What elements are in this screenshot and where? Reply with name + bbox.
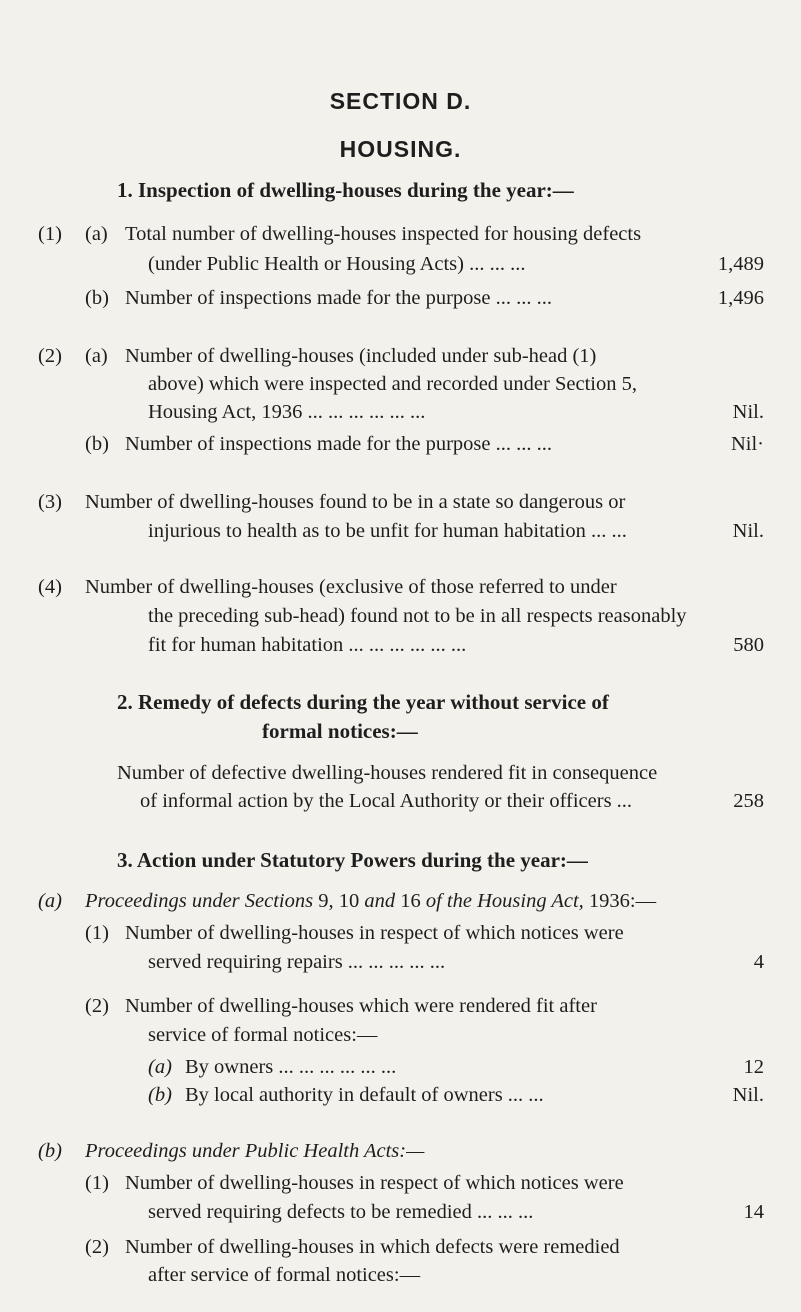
item-2a-value: Nil. [732, 401, 764, 423]
item-2b-value: Nil· [730, 433, 764, 455]
subsection-a-item-1-text-2: served requiring repairs ... ... ... ... ... [148, 951, 446, 973]
item-2b-text: Number of inspections made for the purpose ... ... ... [125, 433, 552, 455]
item-4-text-3: fit for human habitation ... ... ... ... ... ... [148, 634, 467, 656]
subsection-a-item-2a-label: (a) [148, 1056, 172, 1078]
item-3-value: Nil. [732, 520, 764, 542]
section-2-heading: 2. Remedy of defects during the year without service of [117, 690, 609, 714]
item-1b-label: (b) [85, 287, 109, 309]
section-3-heading: 3. Action under Statutory Powers during the year:— [117, 848, 588, 872]
subsection-a-item-2a-text: By owners ... ... ... ... ... ... [185, 1056, 397, 1078]
item-4-text: Number of dwelling-houses (exclusive of those referred to under [85, 576, 617, 598]
section-title: SECTION D. [329, 88, 472, 114]
subsection-a-item-2a-value: 12 [743, 1056, 764, 1078]
item-2a-text-3: Housing Act, 1936 ... ... ... ... ... ... [148, 401, 426, 423]
subsection-a-label: (a) [38, 890, 62, 912]
section-2-heading-2: formal notices:— [262, 719, 418, 743]
subsection-b-item-2-number: (2) [85, 1236, 109, 1258]
section-2-text-2: of informal action by the Local Authority or their officers ... [140, 790, 633, 812]
item-3-number: (3) [38, 491, 62, 513]
item-2a-text: Number of dwelling-houses (included under sub-head (1) [125, 345, 597, 367]
item-1b-value: 1,496 [717, 287, 764, 309]
subsection-a-item-2-text: Number of dwelling-houses which were rendered fit after [125, 995, 597, 1017]
item-1a-value: 1,489 [717, 253, 764, 275]
item-4-text-2: the preceding sub-head) found not to be in all respects reasonably [148, 605, 687, 627]
subsection-a-item-1-value: 4 [753, 951, 764, 973]
section-1-heading: 1. Inspection of dwelling-houses during the year:— [117, 178, 574, 202]
item-2-number: (2) [38, 345, 62, 367]
subsection-a-item-1-number: (1) [85, 922, 109, 944]
item-4-number: (4) [38, 576, 62, 598]
item-1a-text-2: (under Public Health or Housing Acts) ... ... ... [148, 253, 526, 275]
subsection-b-item-2-text: Number of dwelling-houses in which defects were remedied [125, 1236, 620, 1258]
subsection-b-item-1-text: Number of dwelling-houses in respect of which notices were [125, 1172, 624, 1194]
item-1a-text: Total number of dwelling-houses inspected for housing defects [125, 223, 642, 245]
item-3-text: Number of dwelling-houses found to be in a state so dangerous or [85, 491, 626, 513]
subsection-a-heading: Proceedings under Sections 9, 10 and 16 of the Housing Act, 1936:— [85, 890, 657, 912]
item-1b-text: Number of inspections made for the purpose ... ... ... [125, 287, 552, 309]
subsection-b-item-1-text-2: served requiring defects to be remedied ... ... ... [148, 1201, 534, 1223]
subsection-b-heading: Proceedings under Public Health Acts:— [85, 1140, 425, 1162]
item-2a-text-2: above) which were inspected and recorded under Section 5, [148, 373, 637, 395]
section-2-value: 258 [733, 790, 764, 812]
subsection-b-item-2-text-2: after service of formal notices:— [148, 1264, 421, 1286]
subsection-b-item-1-number: (1) [85, 1172, 109, 1194]
item-4-value: 580 [733, 634, 764, 656]
section-2-text: Number of defective dwelling-houses rendered fit in consequence [117, 762, 658, 784]
item-1a-label: (a) [85, 223, 108, 245]
subsection-b-label: (b) [38, 1140, 62, 1162]
item-1-number: (1) [38, 223, 62, 245]
subsection-a-item-1-text: Number of dwelling-houses in respect of which notices were [125, 922, 624, 944]
page-title: HOUSING. [339, 136, 462, 162]
item-2b-label: (b) [85, 433, 109, 455]
item-2a-label: (a) [85, 345, 108, 367]
subsection-a-item-2-text-2: service of formal notices:— [148, 1024, 378, 1046]
subsection-a-item-2-number: (2) [85, 995, 109, 1017]
subsection-a-item-2b-label: (b) [148, 1084, 172, 1106]
subsection-a-item-2b-text: By local authority in default of owners ... ... [185, 1084, 544, 1106]
item-3-text-2: injurious to health as to be unfit for human habitation ... ... [148, 520, 627, 542]
subsection-a-item-2b-value: Nil. [732, 1084, 764, 1106]
subsection-b-item-1-value: 14 [743, 1201, 764, 1223]
